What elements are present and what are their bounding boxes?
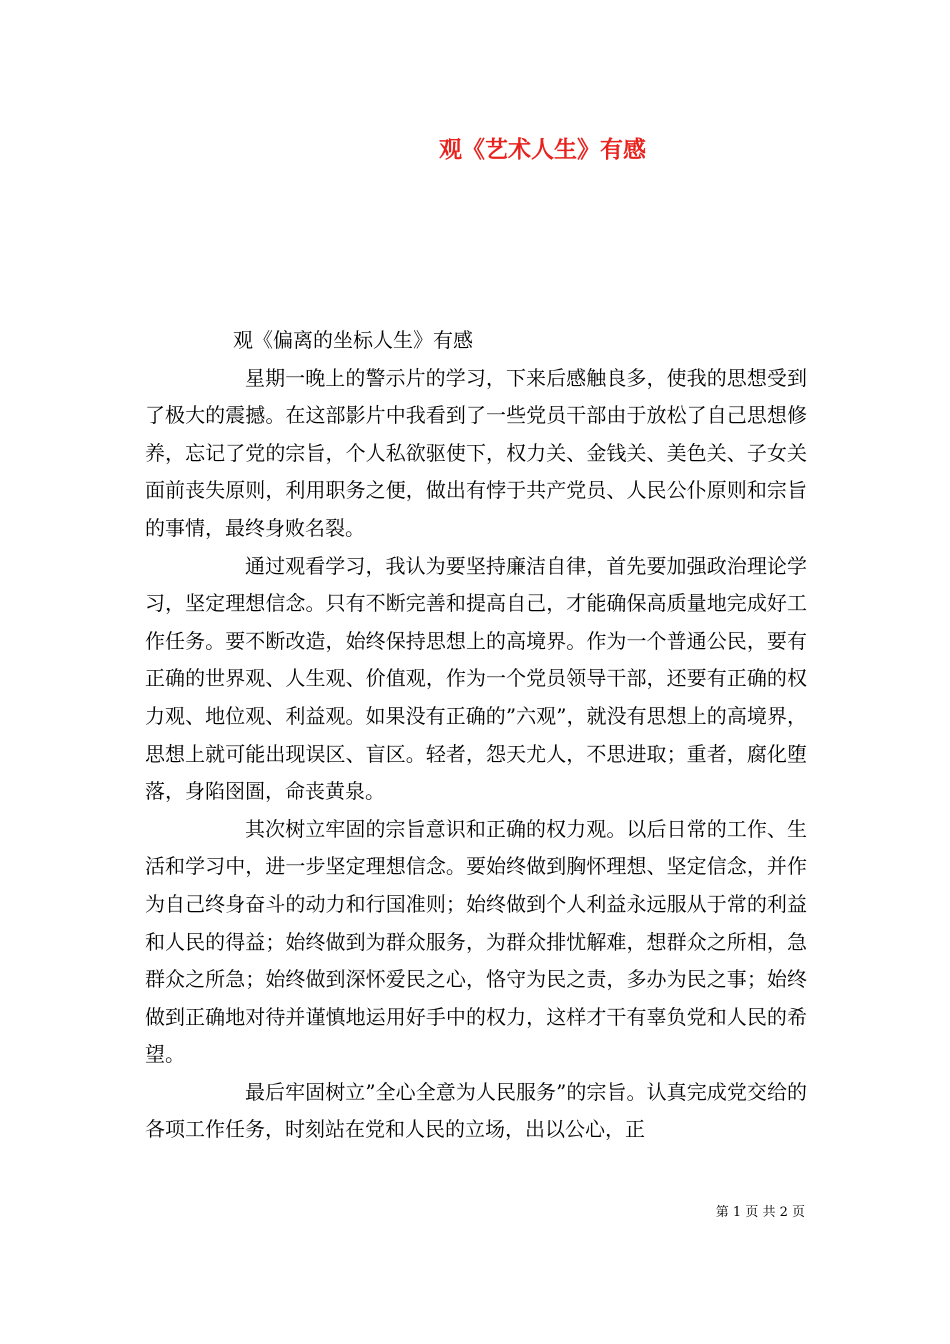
document-body (145, 322, 807, 1149)
paragraph-4: 最后牢固树立”全心全意为人民服务”的宗旨。认真完成党交给的各项工作任务，时刻站在党和人民的立场，出以公心，正 (145, 1079, 807, 1142)
page-number-footer: 第 1 页 共 2 页 (715, 1205, 805, 1220)
paragraph-3: 其次树立牢固的宗旨意识和正确的权力观。以后日常的工作、生活和学习中，进一步坚定理想信念。要始终做到胸怀理想、坚定信念，并作为自己终身奋斗的动力和行国准则；始终做到个人利益永远服从于常的利益和人民的得益；始终做到为群众服务，为群众排忧解难，想群众之所相，急群众之所急；始终做到深怀爱民之心，恪守为民之责，多办为民之事；始终做到正确地对待并谨慎地运用好手中的权力，这样才干有辜负党和人民的希望。 (145, 816, 807, 1067)
page-title: 观《艺术人生》有感 (439, 136, 646, 163)
paragraph-2: 通过观看学习，我认为要坚持廉洁自律，首先要加强政治理论学习，坚定理想信念。只有不断完善和提高自己，才能确保高质量地完成好工作任务。要不断改造，始终保持思想上的高境界。作为一个普通公民，要有正确的世界观、人生观、价值观，作为一个党员领导干部，还要有正确的权力观、地位观、利益观。如果没有正确的”六观”，就没有思想上的高境界，思想上就可能出现误区、盲区。轻者，怨天尤人，不思进取；重者，腐化堕落，身陷囹圄，命丧黄泉。 (145, 553, 807, 804)
paragraph-1: 星期一晚上的警示片的学习，下来后感触良多，使我的思想受到了极大的震撼。在这部影片中我看到了一些党员干部由于放松了自己思想修养，忘记了党的宗旨，个人私欲驱使下，权力关、金钱关、美色关、子女关面前丧失原则，利用职务之便，做出有悖于共产党员、人民公仆原则和宗旨的事情，最终身败名裂。 (145, 365, 807, 540)
document-subtitle: 观《偏离的坐标人生》有感 (233, 328, 473, 352)
